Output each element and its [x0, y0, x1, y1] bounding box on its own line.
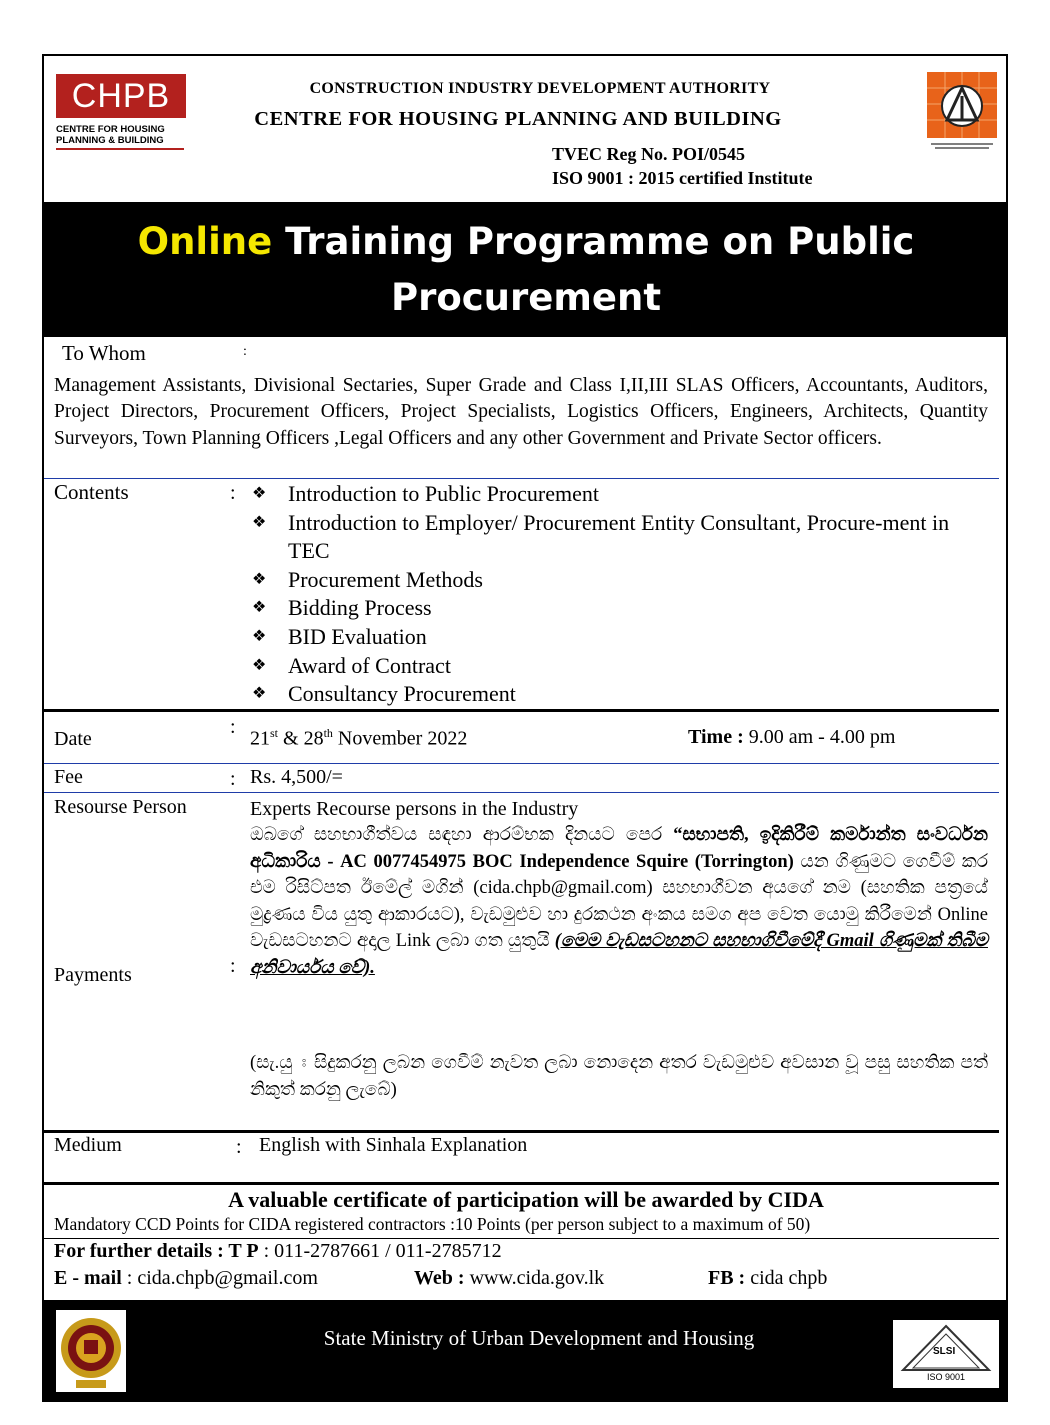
diamond-bullet-icon: ❖	[252, 570, 267, 588]
chpb-logo-subtitle: CENTRE FOR HOUSING PLANNING & BUILDING	[56, 124, 184, 150]
resource-value: Experts Recourse persons in the Industry	[250, 798, 579, 820]
header-titles	[190, 80, 890, 200]
ministry-name: State Ministry of Urban Development and Housing	[323, 1326, 755, 1350]
iso-badge-text: ISO 9001	[927, 1372, 966, 1382]
contact-fb: FB : cida chpb	[708, 1267, 828, 1289]
fee-colon: :	[230, 768, 236, 790]
title-banner	[44, 202, 1008, 337]
tvec-reg: TVEC Reg No. POI/0545	[552, 144, 745, 164]
contact-email: E - mail : cida.chpb@gmail.com	[54, 1267, 318, 1289]
divider	[44, 709, 999, 712]
certificate-title: A valuable certificate of participation will be awarded by CIDA	[228, 1187, 824, 1212]
divider	[44, 1130, 999, 1133]
diamond-bullet-icon: ❖	[252, 599, 267, 617]
iso-cert: ISO 9001 : 2015 certified Institute	[552, 168, 813, 188]
divider	[44, 763, 999, 764]
slsi-text: SLSI	[933, 1346, 956, 1357]
payments-note: (සැ.යු ඃ සිදුකරනු ලබන ගෙවීම් නැවත ලබා නොදෙන අතර වැඩමුළුව අවසාන වූ පසු සහතික පත් නිකුත් කරනු ලැබේ)	[250, 1053, 988, 1100]
payments-label: Payments	[54, 964, 132, 986]
time-label: Time :	[688, 726, 744, 748]
payments-colon: :	[230, 955, 236, 977]
time-value: Time : 9.00 am - 4.00 pm	[688, 726, 896, 748]
contact-phone: For further details : T P : 011-2787661 / 011-2785712	[54, 1240, 502, 1262]
chpb-logo	[56, 74, 186, 148]
banner-highlight: Online	[137, 220, 273, 263]
fee-value: Rs. 4,500/=	[250, 766, 343, 788]
list-item: ❖ BID Evaluation	[252, 623, 972, 652]
divider	[44, 1238, 999, 1239]
slsi-badge	[893, 1320, 999, 1388]
payments-text: ඔබගේ සහභාගීත්වය සඳහා ආරම්භක දිනයට පෙර “සභාපති, ඉදිකිරීම් කර්මාන්ත සංවර්ධන අධිකාරිය - AC 0077454975 BOC Independence Squire (Torrington) යන ගිණුමට ගෙවීම් කර එම රිසිට්පත ඊමේල් මගින් (cida.chpb@gmail.com) සහභාගීවන අයගේ නම (සහතික පත්‍රයේ මුද්‍රණය විය යුතු ආකාරයට), වැඩමුළුව හා දුරකථන අංකය සමග අප වෙත යොමු කිරීමෙන් Online වැඩසටහනට අදාල Link ලබා ගත යුතුයි (මෙම වැඩසටහනට සහභාගිවීමේදී Gmail ගිණුමක් තිබීම අනිවාර්යය වේ).	[250, 825, 988, 978]
date-value: 21st & 28th November 2022	[250, 726, 468, 750]
list-item: ❖ Procurement Methods	[252, 566, 972, 595]
contents-colon: :	[230, 482, 236, 504]
to-whom-text: Management Assistants, Divisional Sectaries, Super Grade and Class I,II,III SLAS Officers, Accountants, Auditors, Project Directors, Procurement Officers, Project Specialists, Logistics Officers, Engineers, Architects, Quantity Surveyors, Town Planning Officers ,Legal Officers and any other Government and Private Sector officers.	[54, 375, 988, 449]
divider	[44, 478, 999, 479]
contents-list	[252, 480, 972, 709]
cida-logo-icon	[925, 70, 999, 154]
divider	[44, 1182, 999, 1185]
emblem-icon	[56, 1310, 126, 1392]
medium-label: Medium	[54, 1134, 122, 1156]
contact-web: Web : www.cida.gov.lk	[414, 1267, 605, 1289]
to-whom-colon: :	[243, 344, 247, 359]
authority-name: CONSTRUCTION INDUSTRY DEVELOPMENT AUTHORITY	[309, 80, 771, 97]
centre-name: CENTRE FOR HOUSING PLANNING AND BUILDING	[254, 108, 782, 130]
to-whom-label: To Whom	[62, 341, 146, 365]
diamond-bullet-icon: ❖	[252, 485, 267, 502]
date-colon: :	[230, 716, 236, 738]
list-item: ❖ Bidding Process	[252, 594, 972, 623]
diamond-bullet-icon: ❖	[252, 513, 267, 531]
list-item: ❖ Introduction to Employer/ Procurement Entity Consultant, Procure-ment in TEC	[252, 509, 950, 564]
contents-label: Contents	[54, 480, 129, 504]
list-item: ❖ Award of Contract	[252, 652, 972, 681]
date-label: Date	[54, 728, 92, 750]
sri-lanka-emblem	[56, 1310, 126, 1392]
diamond-bullet-icon: ❖	[252, 627, 267, 645]
banner-title: Training Programme on Public Procurement	[272, 220, 915, 319]
divider	[44, 792, 999, 793]
chpb-logo-box: CHPB	[56, 74, 186, 118]
cida-logo	[925, 70, 999, 154]
medium-colon: :	[236, 1136, 242, 1158]
diamond-bullet-icon: ❖	[252, 656, 267, 674]
certificate-note: Mandatory CCD Points for CIDA registered contractors :10 Points (per person subject to a maximum of 50)	[54, 1214, 811, 1234]
medium-value: English with Sinhala Explanation	[259, 1134, 528, 1156]
diamond-bullet-icon: ❖	[252, 685, 267, 703]
resource-label: Resourse Person	[54, 796, 187, 818]
fee-label: Fee	[54, 766, 83, 788]
list-item: ❖ Consultancy Procurement	[252, 680, 972, 709]
list-item: ❖ Introduction to Public Procurement	[252, 480, 972, 509]
